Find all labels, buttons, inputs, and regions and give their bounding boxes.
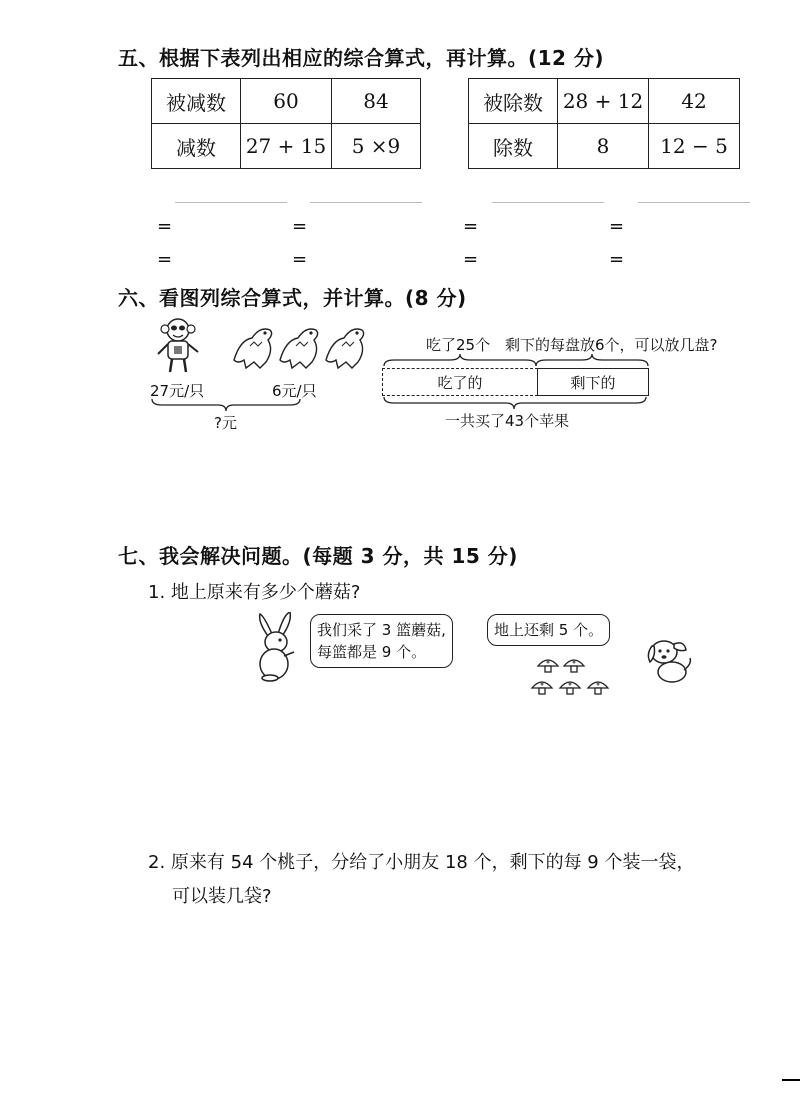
bottom-brace bbox=[382, 396, 650, 410]
question-1: 1. 地上原来有多少个蘑菇? bbox=[148, 582, 361, 603]
question-2-line1: 2. 原来有 54 个桃子，分给了小朋友 18 个，剩下的每 9 个装一袋， bbox=[148, 852, 695, 873]
section7-title: 七、我会解决问题。(每题 3 分，共 15 分) bbox=[118, 544, 518, 568]
subtraction-table bbox=[151, 78, 421, 169]
table-row bbox=[152, 124, 421, 169]
top-brace bbox=[382, 352, 652, 368]
table-cell: 60 bbox=[241, 79, 332, 124]
price-monkey: 27元/只 bbox=[150, 382, 205, 400]
table-cell: 5 ×9 bbox=[332, 124, 421, 169]
table-cell: 42 bbox=[649, 79, 740, 124]
section5-title: 五、根据下表列出相应的综合算式，再计算。(12 分) bbox=[118, 46, 605, 70]
equals-sign: = bbox=[292, 216, 308, 237]
table-cell: 12 − 5 bbox=[649, 124, 740, 169]
page-edge-mark bbox=[782, 1079, 800, 1081]
table-cell: 被除数 bbox=[469, 79, 558, 124]
puppy-icon bbox=[644, 634, 696, 686]
table-row bbox=[469, 124, 740, 169]
equals-sign: = bbox=[609, 249, 625, 270]
table-cell: 84 bbox=[332, 79, 421, 124]
question-label: 剩下的每盘放6个，可以放几盘? bbox=[505, 336, 718, 354]
table-cell: 除数 bbox=[469, 124, 558, 169]
bubble-line: 我们采了 3 篮蘑菇, bbox=[317, 621, 446, 639]
mushroom-icon bbox=[530, 652, 616, 698]
equals-sign: = bbox=[463, 249, 479, 270]
bubble-line: 地上还剩 5 个。 bbox=[494, 621, 604, 639]
answer-line[interactable] bbox=[310, 202, 422, 203]
table-row bbox=[469, 79, 740, 124]
dinosaur-toy-icon bbox=[230, 320, 378, 372]
table-cell: 减数 bbox=[152, 124, 241, 169]
eaten-count-label: 吃了25个 bbox=[426, 336, 491, 354]
answer-line[interactable] bbox=[175, 202, 287, 203]
equals-sign: = bbox=[292, 249, 308, 270]
table-cell: 8 bbox=[558, 124, 649, 169]
rabbit-icon bbox=[250, 612, 300, 682]
equals-sign: = bbox=[157, 216, 173, 237]
total-brace bbox=[150, 398, 302, 412]
monkey-toy-icon bbox=[152, 316, 204, 376]
division-table bbox=[468, 78, 740, 169]
answer-line[interactable] bbox=[638, 202, 750, 203]
total-apples-label: 一共买了43个苹果 bbox=[445, 412, 570, 430]
equals-sign: = bbox=[463, 216, 479, 237]
table-row bbox=[152, 79, 421, 124]
price-dinosaur: 6元/只 bbox=[272, 382, 317, 400]
question-2-line2: 可以装几袋? bbox=[172, 886, 272, 907]
bar-eaten: 吃了的 bbox=[382, 368, 538, 396]
total-price-label: ?元 bbox=[214, 414, 237, 432]
answer-line[interactable] bbox=[492, 202, 604, 203]
table-cell: 28 + 12 bbox=[558, 79, 649, 124]
rabbit-speech-bubble bbox=[310, 614, 453, 668]
equals-sign: = bbox=[157, 249, 173, 270]
table-cell: 27 + 15 bbox=[241, 124, 332, 169]
bubble-line: 每篮都是 9 个。 bbox=[317, 643, 427, 661]
puppy-speech-bubble bbox=[487, 614, 610, 646]
section6-title: 六、看图列综合算式，并计算。(8 分) bbox=[118, 286, 467, 310]
table-cell: 被减数 bbox=[152, 79, 241, 124]
bar-remaining: 剩下的 bbox=[537, 368, 649, 396]
equals-sign: = bbox=[609, 216, 625, 237]
